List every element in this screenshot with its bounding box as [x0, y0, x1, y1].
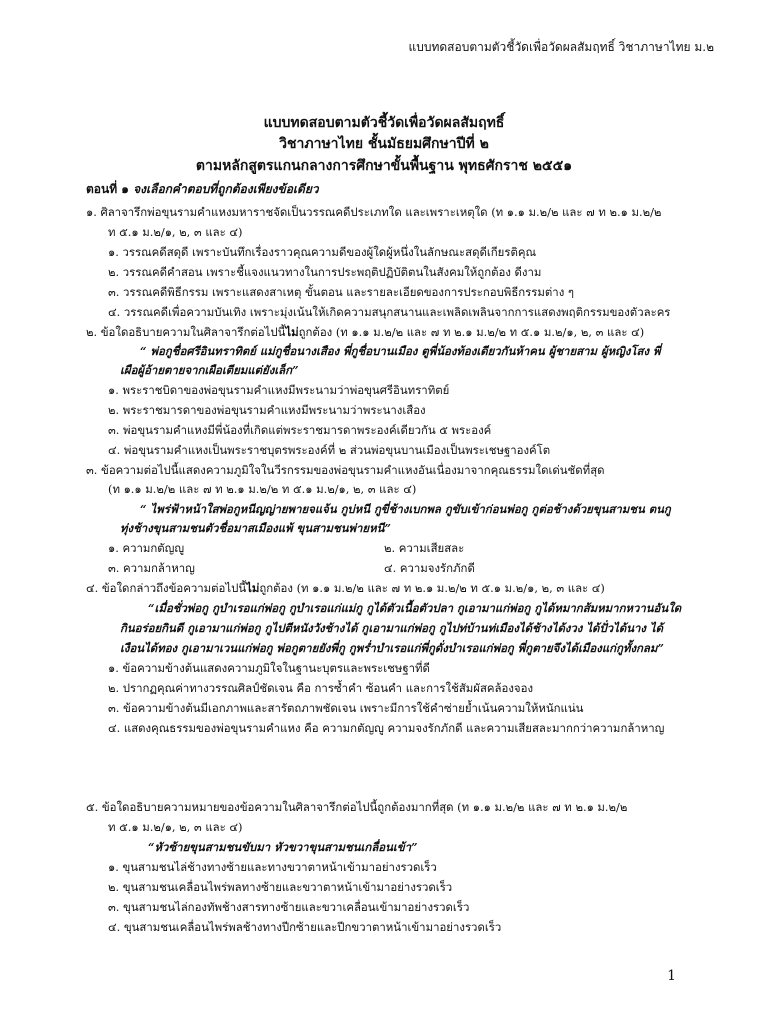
q2-option-2: ๒. พระราชมารดาของพ่อขุนรามคำแหงมีพระนามว่าพระนางเสือง — [108, 403, 426, 417]
q4-option-3: ๓. ข้อความข้างต้นมีเอกภาพและสารัตถภาพชัดเจน เพราะมีการใช้คำซ่ายย้ำเน้นความให้หนักแน่น — [108, 701, 584, 715]
q4-stem-post: ถูกต้อง (ท ๑.๑ ม.๒/๒ และ ๗ ท ๒.๑ ม.๒/๒ ท ๕.๑ ม.๒/๑, ๒, ๓ และ ๔) — [259, 581, 605, 595]
q2-stem-post: ถูกต้อง (ท ๑.๑ ม.๒/๒ และ ๗ ท ๒.๑ ม.๒/๒ ท ๕.๑ ม.๒/๑, ๒, ๓ และ ๔) — [298, 325, 645, 339]
q1-stem-cont: ท ๕.๑ ม.๒/๑, ๒, ๓ และ ๔) — [108, 225, 243, 239]
q4-option-2: ๒. ปรากฏคุณค่าทางวรรณศิลป์ชัดเจน คือ การซ้ำคำ ซ้อนคำ และการใช้สัมผัสคล้องจอง — [108, 681, 534, 695]
q3-stem: ๓. ข้อความต่อไปนี้แสดงความภูมิใจในวีรกรรมของพ่อขุนรามคำแหงอันเนื่องมาจากคุณธรรมใดเด่นชัดที่สุด — [86, 463, 605, 477]
q3-option-1: ๑. ความกตัญญู — [108, 541, 185, 555]
q2-quote-1: “ พ่อกูชื่อศรีอินทราทิตย์ แม่กูชื่อนางเสือง พี่กูชื่อบานเมือง ตูพี่น้องท้องเดียวกันห้าคน ผู้ชายสาม ผู้หญิงโสง พี่ — [140, 344, 661, 358]
q4-option-4: ๔. แสดงคุณธรรมของพ่อขุนรามคำแหง คือ ความกตัญญู ความจงรักภักดี และความเสียสละมากกว่าความกล้าหาญ — [108, 721, 665, 735]
q5-quote: “หัวซ้ายขุนสามชนขับมา หัวขวาขุนสามชนเกลื่อนเข้า” — [148, 840, 418, 854]
q3-stem-cont: (ท ๑.๑ ม.๒/๒ และ ๗ ท ๒.๑ ม.๒/๒ ท ๕.๑ ม.๒/๑, ๒, ๓ และ ๔) — [108, 482, 417, 496]
q1-stem: ๑. ศิลาจารึกพ่อขุนรามคำแหงมหาราชจัดเป็นวรรณคดีประเภทใด และเพราะเหตุใด (ท ๑.๑ ม.๒/๒ และ ๗ ท ๒.๑ ม.๒/๒ — [86, 205, 662, 219]
q3-option-3: ๓. ความกล้าหาญ — [108, 561, 195, 575]
q5-stem-cont: ท ๕.๑ ม.๒/๑, ๒, ๓ และ ๔) — [108, 820, 243, 834]
q3-quote-2: ทุ่งช้างขุนสามชนตัวชื่อมาสเมืองแพ้ ขุนสามชนพ่ายหนี” — [120, 521, 391, 535]
q4-quote-1: “เมื่อชั่วพ่อกู กูบำเรอแก่พ่อกู กูบำเรอแก่แม่กู กูได้ตัวเนื้อตัวปลา กูเอามาแก่พ่อกู กูได้หมากส้มหมากหวานอันใด — [148, 601, 682, 615]
q1-option-1: ๑. วรรณคดีสดุดี เพราะบันทึกเรื่องราวคุณความดีของผู้ใดผู้หนึ่งในลักษณะสดุดีเกียรติคุณ — [108, 245, 537, 259]
q4-quote-2: กินอร่อยกินดี กูเอามาแก่พ่อกู กูไปตีหนังวังช้างได้ กูเอามาแก่พ่อกู กูไปท่บ้านท่เมืองได้ช้างได้งวง ได้ปั่วได้นาง ได้ — [120, 621, 664, 635]
page-number: 1 — [667, 968, 676, 984]
q1-option-3: ๓. วรรณคดีพิธีกรรม เพราะแสดงสาเหตุ ขั้นตอน และรายละเอียดของการประกอบพิธีกรรมต่าง ๆ — [108, 285, 575, 299]
title-line-2: วิชาภาษาไทย ชั้นมัธยมศึกษาปีที่ ๒ — [279, 136, 489, 152]
q5-option-1: ๑. ขุนสามชนไล่ช้างทางซ้ายและทางขวาตาหน้าเข้ามาอย่างรวดเร็ว — [108, 860, 437, 874]
section-label: ตอนที่ ๑ — [86, 182, 129, 196]
q1-option-4: ๔. วรรณคดีเพื่อความบันเทิง เพราะมุ่งเน้นให้เกิดความสนุกสนานและเพลิดเพลินจากการแสดงพฤติกรรมของตัวละคร — [108, 305, 671, 319]
q2-option-1: ๑. พระราชบิดาของพ่อขุนรามคำแหงมีพระนามว่าพ่อขุนศรีอินทราทิตย์ — [108, 383, 450, 397]
q4-stem-pre: ๔. ข้อใดกล่าวถึงข้อความต่อไปนี้ — [86, 581, 247, 595]
q2-stem — [86, 325, 644, 340]
q3-quote-1: “ ไพร่ฟ้าหน้าใสพ่อกูหนีญญ่ายพายจแจ้น กูบ่หนี กูขี่ช้างเบกพล กูขับเข้าก่อนพ่อกู กูต่อช้างด้วยขุนสามชน ตนกู — [140, 502, 671, 516]
q4-option-1: ๑. ข้อความข้างต้นแสดงความภูมิใจในฐานะบุตรและพระเชษฐาที่ดี — [108, 661, 430, 675]
q5-stem: ๕. ข้อใดอธิบายความหมายของข้อความในศิลาจารึกต่อไปนี้ถูกต้องมากที่สุด (ท ๑.๑ ม.๒/๒ และ ๗ ท ๒.๑ ม.๒/๒ — [86, 800, 628, 814]
section-heading — [86, 180, 319, 199]
running-header: แบบทดสอบตามตัวชี้วัดเพื่อวัดผลสัมฤทธิ์ วิชาภาษาไทย ม.๒ — [408, 40, 714, 54]
q2-stem-pre: ๒. ข้อใดอธิบายความในศิลาจารึกต่อไปนี้ — [86, 325, 286, 339]
q1-option-2: ๒. วรรณคดีคำสอน เพราะชี้แจงแนวทางในการประพฤติปฏิบัติตนในสังคมให้ถูกต้อง ดีงาม — [108, 265, 542, 279]
q2-option-3: ๓. พ่อขุนรามคำแหงมีพี่น้องที่เกิดแต่พระราชมารดาพระองค์เดียวกัน ๕ พระองค์ — [108, 423, 492, 437]
q4-stem — [86, 581, 605, 596]
q2-stem-emphasis: ไม่ — [285, 325, 299, 339]
q2-quote-2: เผือผู้อ้ายตายจากเผือเตียมแต่ยังเล็ก” — [120, 363, 299, 377]
q4-stem-emphasis: ไม่ — [246, 581, 260, 595]
q5-option-2: ๒. ขุนสามชนเคลื่อนไพร่พลทางซ้ายและขวาตาหน้าเข้ามาอย่างรวดเร็ว — [108, 880, 453, 894]
q4-quote-3: เงือนได้ทอง กูเอามาเวนแก่พ่อกู พ่อกูตายยังพี่กู กูพร่ำบำเรอแก่พี่กูดั่งบำเรอแก่พ่อกู พี่กูตายจึงได้เมืองแก่กูทั้งกลม” — [120, 641, 664, 655]
section-instruction: จงเลือกคำตอบที่ถูกต้องเพียงข้อเดียว — [133, 182, 319, 196]
q5-option-3: ๓. ขุนสามชนไล่กองทัพช้างสารทางซ้ายและขวาเคลื่อนเข้ามาอย่างรวดเร็ว — [108, 900, 470, 914]
q2-option-4: ๔. พ่อขุนรามคำแหงเป็นพระราชบุตรพระองค์ที่ ๒ ส่วนพ่อขุนบานเมืองเป็นพระเชษฐาองค์โต — [108, 443, 551, 457]
q3-option-2: ๒. ความเสียสละ — [384, 541, 465, 555]
title-line-1: แบบทดสอบตามตัวชี้วัดเพื่อวัดผลสัมฤทธิ์ — [263, 115, 505, 131]
q3-option-4: ๔. ความจงรักภักดี — [384, 561, 475, 575]
q5-option-4: ๔. ขุนสามชนเคลื่อนไพร่พลช้างทางปีกซ้ายและปีกขวาตาหน้าเข้ามาอย่างรวดเร็ว — [108, 920, 502, 934]
title-line-3: ตามหลักสูตรแกนกลางการศึกษาขั้นพื้นฐาน พุทธศักราช ๒๕๕๑ — [195, 158, 573, 174]
